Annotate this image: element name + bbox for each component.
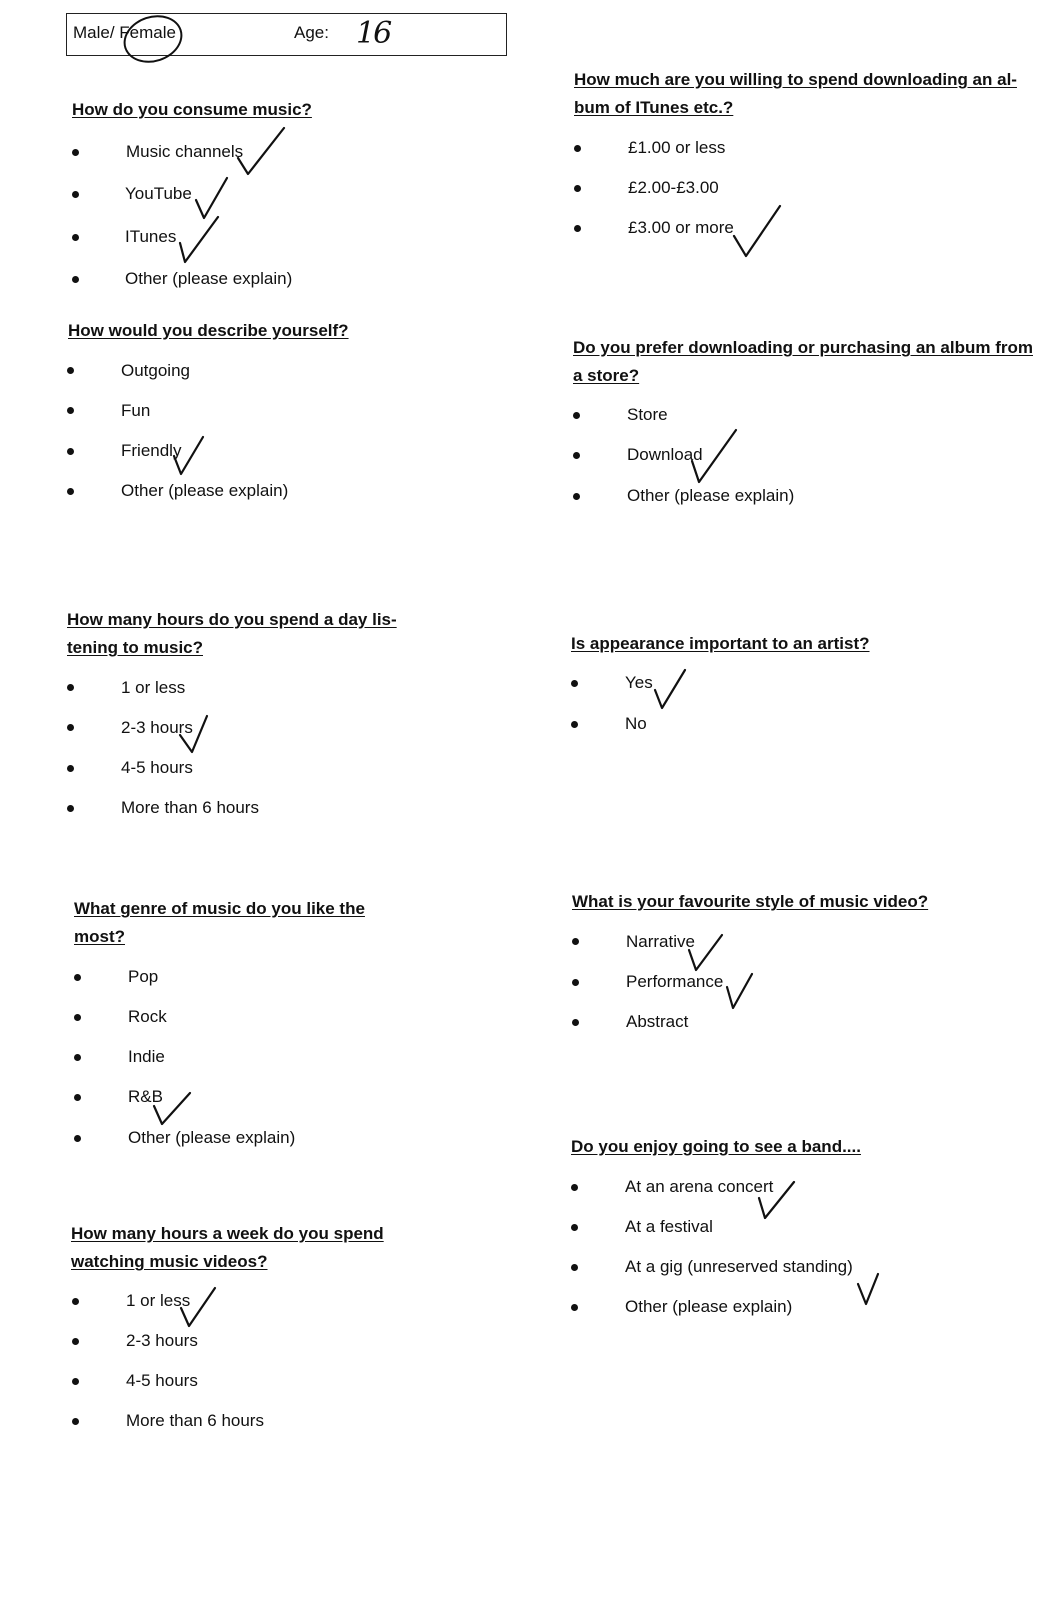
option-other[interactable]: Other (please explain): [121, 481, 289, 500]
checkmark-icon: [180, 716, 207, 752]
option-performance[interactable]: Performance: [626, 972, 724, 991]
option-rnb[interactable]: R&B: [128, 1087, 163, 1106]
checkmark-icon: [734, 206, 780, 256]
option-2-3-hours[interactable]: 2-3 hours: [126, 1331, 198, 1350]
option-1-or-less[interactable]: 1 or less: [126, 1291, 191, 1310]
age-value: 16: [356, 16, 391, 51]
option-other[interactable]: Other (please explain): [627, 486, 795, 505]
checkmark-icon: [238, 128, 284, 174]
question-hours-listening: How many hours do you spend a day lis- tening to music?: [67, 610, 397, 657]
option-2-3-hours[interactable]: 2-3 hours: [121, 718, 193, 737]
option-download[interactable]: Download: [627, 445, 703, 464]
option-outgoing[interactable]: Outgoing: [121, 361, 190, 380]
question-see-a-band: Do you enjoy going to see a band....: [571, 1137, 861, 1156]
option-4-5-hours[interactable]: 4-5 hours: [126, 1371, 198, 1390]
option-3-pounds-or-more[interactable]: £3.00 or more: [628, 218, 734, 237]
checkmark-icon: [196, 178, 227, 218]
checkmark-icon: [181, 1288, 215, 1326]
option-narrative[interactable]: Narrative: [626, 932, 695, 951]
question-hours-videos: How many hours a week do you spend watching music videos?: [71, 1224, 384, 1271]
checkmark-icon: [759, 1182, 794, 1218]
option-fun[interactable]: Fun: [121, 401, 151, 420]
question-spend-downloading: How much are you willing to spend downloading an al- bum of ITunes etc.?: [574, 70, 1017, 117]
checkmark-icon: [180, 217, 218, 262]
option-4-5-hours[interactable]: 4-5 hours: [121, 758, 193, 777]
question-consume-music: How do you consume music?: [72, 100, 312, 119]
option-arena-concert[interactable]: At an arena concert: [625, 1177, 774, 1196]
question-video-style: What is your favourite style of music video?: [572, 892, 929, 911]
option-no[interactable]: No: [625, 714, 647, 733]
checkmark-icon: [689, 935, 722, 970]
question-genre: What genre of music do you like the most?: [74, 899, 365, 946]
option-other[interactable]: Other (please explain): [125, 269, 293, 288]
option-music-channels[interactable]: Music channels: [126, 142, 244, 161]
option-pop[interactable]: Pop: [128, 967, 159, 986]
checkmark-icon: [655, 670, 685, 708]
option-youtube[interactable]: YouTube: [125, 184, 192, 203]
age-label: Age:: [294, 23, 329, 42]
option-1-or-less[interactable]: 1 or less: [121, 678, 186, 697]
option-itunes[interactable]: ITunes: [125, 227, 177, 246]
option-abstract[interactable]: Abstract: [626, 1012, 689, 1031]
checkmark-icon: [154, 1093, 190, 1124]
question-download-or-store: Do you prefer downloading or purchasing an album from a store?: [573, 338, 1033, 385]
option-2-3-pounds[interactable]: £2.00-£3.00: [628, 178, 719, 197]
option-yes[interactable]: Yes: [625, 673, 653, 692]
checkmark-icon: [174, 437, 203, 474]
option-rock[interactable]: Rock: [128, 1007, 167, 1026]
question-describe-yourself: How would you describe yourself?: [68, 321, 349, 340]
option-gig-unreserved-standing[interactable]: At a gig (unreserved standing): [625, 1257, 853, 1276]
checkmark-icon: [858, 1274, 878, 1304]
option-other[interactable]: Other (please explain): [128, 1128, 296, 1147]
option-1-pound-or-less[interactable]: £1.00 or less: [628, 138, 726, 157]
option-friendly[interactable]: Friendly: [121, 441, 182, 460]
gender-label: Male/ Female: [73, 23, 176, 42]
checkmark-icon: [727, 974, 752, 1008]
option-indie[interactable]: Indie: [128, 1047, 165, 1066]
option-store[interactable]: Store: [627, 405, 668, 424]
option-festival[interactable]: At a festival: [625, 1217, 713, 1236]
checkmark-icon: [692, 430, 736, 482]
option-more-than-6-hours[interactable]: More than 6 hours: [121, 798, 259, 817]
option-other[interactable]: Other (please explain): [625, 1297, 793, 1316]
option-more-than-6-hours[interactable]: More than 6 hours: [126, 1411, 264, 1430]
question-appearance: Is appearance important to an artist?: [571, 634, 870, 653]
